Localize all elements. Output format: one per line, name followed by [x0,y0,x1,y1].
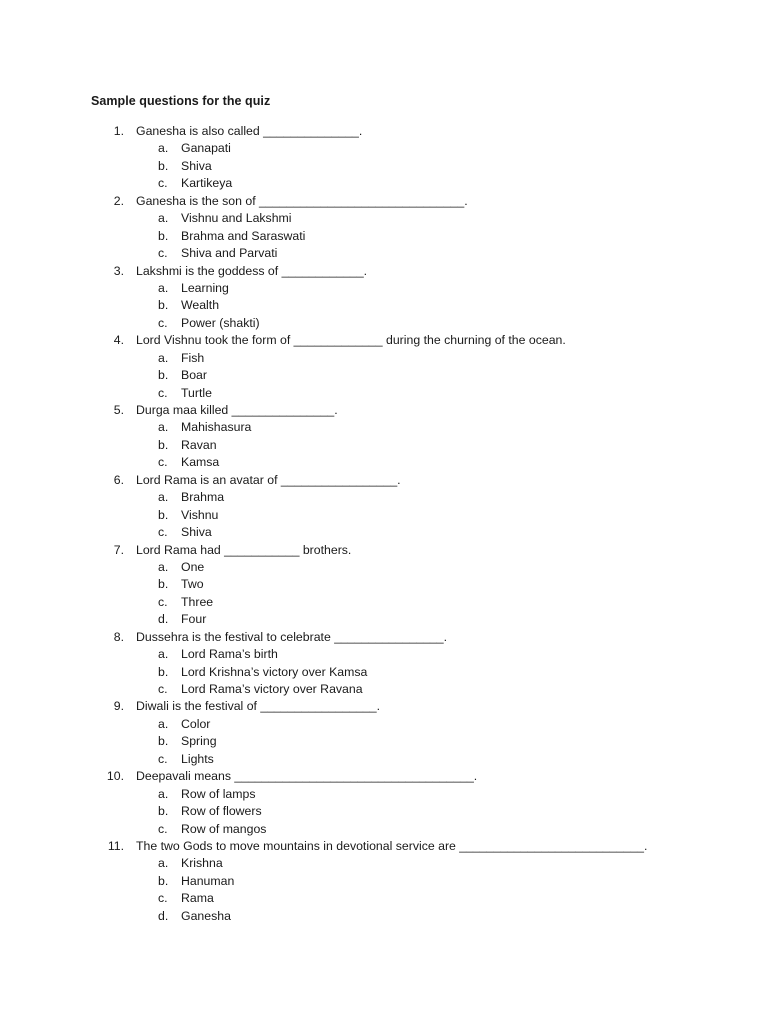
question-item [0,542,768,559]
question-number: 1. [113,124,124,138]
option-letter: b. [158,298,169,313]
answer-option [0,175,768,192]
answer-option [0,280,768,297]
option-text: Mahishasura [181,420,252,435]
option-letter: c. [158,385,168,400]
question-number: 9. [113,699,124,714]
answer-option [0,751,768,768]
question-text: Diwali is the festival of _________________. [136,699,381,714]
option-letter: a. [158,420,169,435]
option-letter: c. [158,315,168,330]
option-text: Three [181,594,214,609]
option-text: Vishnu [181,507,219,522]
answer-option [0,158,768,175]
option-text: Kartikeya [181,176,233,191]
option-letter: a. [158,280,169,295]
question-number: 11. [107,838,124,853]
option-text: Two [181,577,204,592]
option-text: Krishna [181,856,223,871]
answer-option [0,245,768,262]
option-letter: b. [158,873,169,888]
answer-option [0,733,768,750]
option-letter: b. [158,734,169,749]
answer-option [0,315,768,332]
option-text: Wealth [181,298,220,313]
option-letter: c. [158,455,168,470]
question-number: 5. [113,403,124,417]
option-letter: b. [158,507,169,522]
option-letter: a. [158,786,169,801]
option-letter: c. [158,821,168,836]
option-letter: a. [158,211,169,226]
question-item [0,768,768,785]
answer-option [0,437,768,454]
question-text: Ganesha is also called ______________. [136,124,363,138]
question-text: Lord Rama had ___________ brothers. [136,542,352,557]
answer-option [0,210,768,227]
question-number: 10. [106,769,124,784]
option-text: Brahma and Saraswati [181,228,306,243]
question-number: 3. [113,263,124,278]
answer-option [0,350,768,367]
option-letter: c. [158,525,168,540]
option-text: Shiva [181,158,212,173]
question-item [0,332,768,349]
option-letter: a. [158,141,169,156]
answer-option [0,873,768,890]
option-text: Shiva and Parvati [181,246,278,261]
option-letter: c. [158,594,168,609]
answer-option [0,367,768,384]
question-text: Lakshmi is the goddess of ____________. [136,263,368,278]
option-letter: b. [158,664,169,679]
option-letter: a. [158,490,169,505]
answer-option [0,419,768,436]
question-item [0,402,768,419]
answer-option [0,576,768,593]
option-text: Turtle [181,385,212,400]
answer-option [0,716,768,733]
option-text: Ganesha [181,908,231,923]
answer-option [0,803,768,820]
option-text: One [181,559,205,574]
question-item [0,838,768,855]
answer-option [0,454,768,471]
question-item [0,123,768,140]
question-item [0,629,768,646]
option-letter: b. [158,437,169,452]
answer-option [0,507,768,524]
option-letter: d. [158,612,169,627]
answer-option [0,385,768,402]
answer-option [0,786,768,803]
option-text: Row of flowers [181,804,262,819]
option-text: Ganapati [181,141,231,156]
answer-option [0,908,768,925]
question-text: Durga maa killed _______________. [136,403,338,417]
option-text: Row of mangos [181,821,267,836]
option-text: Ravan [181,437,217,452]
option-letter: a. [158,559,169,574]
answer-option [0,646,768,663]
answer-option [0,611,768,628]
option-text: Color [181,716,211,731]
question-text: The two Gods to move mountains in devotional service are ___________________________. [136,838,648,853]
question-list [0,123,768,925]
answer-option [0,855,768,872]
option-text: Lights [181,751,214,766]
answer-option [0,489,768,506]
option-letter: a. [158,350,169,365]
option-letter: c. [158,751,168,766]
question-text: Ganesha is the son of ______________________________. [136,193,468,208]
answer-option [0,664,768,681]
option-letter: a. [158,716,169,731]
option-text: Four [181,612,207,627]
option-letter: c. [158,682,168,696]
option-text: Power (shakti) [181,315,260,330]
answer-option [0,524,768,541]
question-item [0,472,768,489]
option-letter: b. [158,158,169,173]
option-letter: c. [158,891,168,906]
question-number: 6. [113,472,124,487]
option-text: Row of lamps [181,786,256,801]
option-letter: a. [158,856,169,871]
option-letter: b. [158,228,169,243]
answer-option [0,594,768,611]
question-item [0,263,768,280]
option-text: Lord Rama’s birth [181,647,278,662]
option-text: Rama [181,891,214,906]
answer-option [0,559,768,576]
option-letter: d. [158,908,169,923]
question-text: Deepavali means ___________________________________. [136,769,478,784]
document-title: Sample questions for the quiz [91,94,271,108]
answer-option [0,681,768,698]
option-letter: c. [158,246,168,261]
answer-option [0,821,768,838]
option-text: Lord Rama’s victory over Ravana [181,682,363,696]
question-text: Lord Rama is an avatar of _________________. [136,472,401,487]
option-text: Lord Krishna’s victory over Kamsa [181,664,368,679]
option-text: Brahma [181,490,225,505]
option-letter: b. [158,368,169,383]
question-item [0,193,768,210]
option-text: Vishnu and Lakshmi [181,211,292,226]
option-letter: b. [158,804,169,819]
option-text: Kamsa [181,455,220,470]
option-text: Shiva [181,525,212,540]
option-text: Spring [181,734,217,749]
question-number: 7. [113,542,124,557]
answer-option [0,297,768,314]
option-text: Fish [181,350,205,365]
option-text: Boar [181,368,207,383]
question-number: 8. [113,629,124,644]
question-number: 2. [113,193,124,208]
question-text: Dussehra is the festival to celebrate ________________. [136,629,448,644]
option-letter: c. [158,176,168,191]
option-letter: b. [158,577,169,592]
question-number: 4. [113,333,124,348]
answer-option [0,228,768,245]
answer-option [0,890,768,907]
option-text: Hanuman [181,873,235,888]
option-letter: a. [158,647,169,662]
question-text: Lord Vishnu took the form of _____________ during the churning of the ocean. [136,333,566,348]
answer-option [0,140,768,157]
option-text: Learning [181,280,229,295]
question-item [0,698,768,715]
